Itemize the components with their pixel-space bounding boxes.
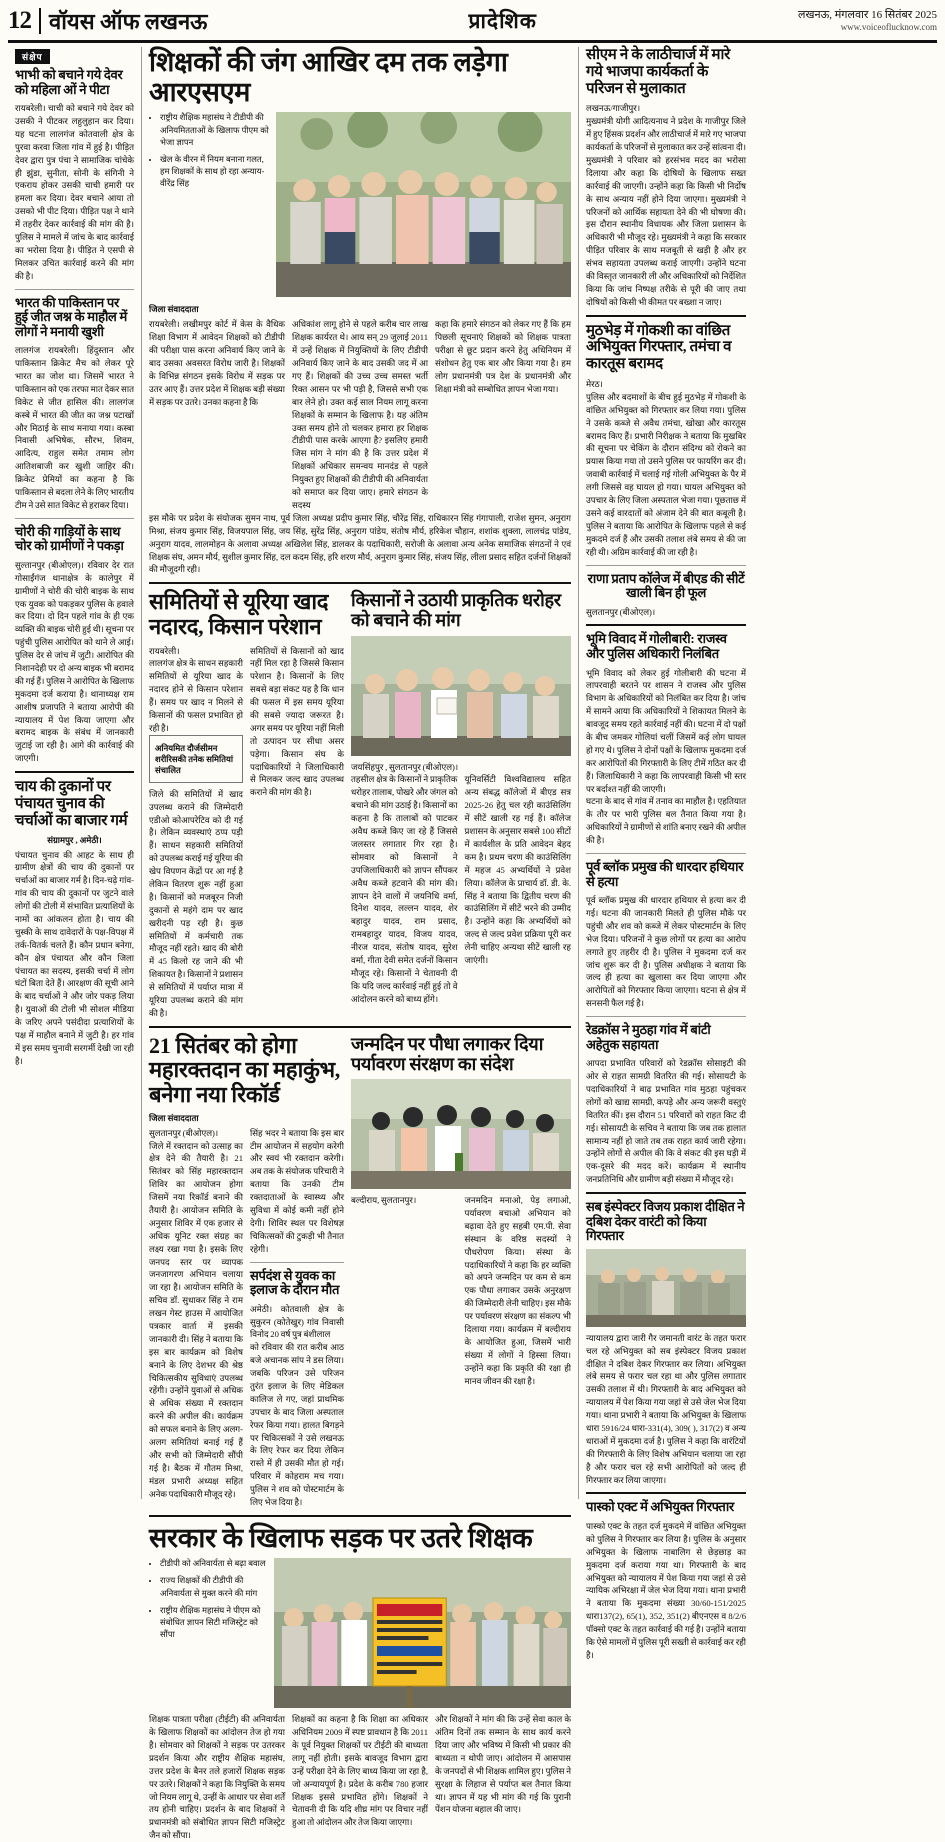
article-heritage xyxy=(351,590,571,1020)
lead-byline: जिला संवाददाता xyxy=(149,304,199,315)
section-title: प्रादेशिक xyxy=(468,9,537,33)
article-block-pramukh-murder xyxy=(586,860,746,1010)
article-body-3: समितियों से किसानों को खाद नहीं मिल रहा है जिससे किसान परेशान है। किसानों के लिए सबसे बड़ा संकट यह है कि धान की फसल में इस समय यूरिया की सबसे ज्यादा जरूरत है। अगर समय पर यूरिया नहीं मिली तो उत्पादन पर सीधा असर पड़ेगा। किसान संघ के पदाधिकारियों ने जिलाधिकारी से मिलकर जल्द खाद उपलब्ध कराने की मांग की है। xyxy=(250,645,344,798)
divider xyxy=(586,315,746,317)
article-blood-donation xyxy=(149,1034,344,1509)
protest-bullet-2: • राज्य शिक्षकों की टीडीपी की अनिवार्यता से मुक्त करने की मांग xyxy=(160,1575,267,1599)
protest-body-3: और शिक्षकों ने मांग की कि उन्हें सेवा काल के अंतिम दिनों तक सम्मान के साथ कार्य करने दिया जाए और भविष्य में किसी भी प्रकार की बाध्यता न थोपी जाए। आंदोलन में आसपास के जनपदों से भी शिक्षक शामिल हुए। पुलिस ने सुरक्षा के लिहाज से पर्याप्त बल तैनात किया था। ज्ञापन में यह भी मांग की गई कि पुरानी पेंशन योजना बहाल की जाए। xyxy=(435,1714,571,1815)
article-body-1: लालगंज क्षेत्र के साधन सहकारी समितियों से यूरिया खाद के नदारद होने से किसान परेशान हैं। समय पर खाद न मिलने से किसानों की फसल प्रभावित हो रही है। xyxy=(149,658,243,733)
divider xyxy=(15,289,134,290)
article-dateline: लखनऊ/गाजीपुर। xyxy=(586,103,641,114)
lead-bullet-2: • खेल के वीरन में नियम बनाना गलत, हम शिक्षकों के साथ हो रहा अन्याय- वीरेंद्र सिंह xyxy=(160,154,269,191)
website-url[interactable]: www.voiceoflucknow.com xyxy=(840,22,937,33)
lead-photo-image xyxy=(276,112,571,297)
si-arrest-photo xyxy=(586,1249,746,1327)
article-body: आपदा प्रभावित परिवारों को रेडक्रॉस सोसाइटी की ओर से राहत सामग्री वितरित की गई। सोसायटी के पदाधिकारियों ने बाढ़ प्रभावित गांव मुठहा पहुंचकर लोगों को खाद्य सामग्री, कपड़े और अन्य जरूरी वस्तुएं वितरित कीं। इस दौरान 51 परिवारों को राहत किट दी गई। सोसायटी के सचिव ने बताया कि जब तक हालात सामान्य नहीं हो जाते तब तक राहत कार्य जारी रहेगा। उन्होंने लोगों से अपील की कि वे संकट की इस घड़ी में एक-दूसरे की मदद करें। कार्यक्रम में स्थानीय जनप्रतिनिधि और ग्रामीण बड़ी संख्या में मौजूद रहे। xyxy=(586,1058,746,1185)
article-headline: 21 सितंबर को होगा महारक्तदान का महाकुंभ, बनेगा नया रिकॉर्ड xyxy=(149,1032,340,1108)
article-headline: रेडक्रॉस ने मुठहा गांव में बांटी अहेतुक सहायता xyxy=(586,1022,711,1052)
lead-photo xyxy=(276,112,571,297)
article-body: भूमि विवाद को लेकर हुई गोलीबारी की घटना में लापरवाही बरतने पर शासन ने राजस्व और पुलिस विभाग के अधिकारियों को निलंबित कर दिया है। जांच में सामने आया कि अधिकारियों ने शिकायत मिलने के बावजूद समय रहते कार्रवाई नहीं की। घटना में दो पक्षों के बीच जमकर गोलियां चलीं जिसमें कई लोग घायल हो गए थे। पुलिस ने दोनों पक्षों के खिलाफ मुकदमा दर्ज कर आरोपितों की गिरफ्तारी के लिए टीमें गठित कर दी हैं। जिलाधिकारी ने कहा कि लापरवाही किसी भी स्तर पर बर्दाश्त नहीं की जाएगी। xyxy=(586,667,746,794)
plantation-photo xyxy=(351,1079,571,1189)
kicker-sankshep: संक्षेप xyxy=(15,49,50,64)
article-plantation xyxy=(351,1034,571,1509)
article-headline: जन्मदिन पर पौधा लगाकर दिया पर्यावरण संरक्षण का संदेश xyxy=(351,1033,544,1074)
article-headline: समितियों से यूरिया खाद नदारद, किसान परेशान xyxy=(149,589,329,639)
paper-name: वॉयस ऑफ लखनऊ xyxy=(49,9,208,34)
article-headline: सीएम ने के लाठीचार्ज में मारे गये भाजपा कार्यकर्ता के परिजन से मुलाकात xyxy=(586,47,730,97)
lead-body-row xyxy=(149,318,571,511)
lead-body-1: रायबरेली। लखीमपुर कोर्ट में केस के वैधिक शिक्षा विभाग में आवेदन शिक्षकों को टीडीपी की परीक्षा पास करना अनिवार्य किए जाने के बाद उसका अवसरत विरोध जारी है। शिक्षकों के विभिन्न संगठन इसके विरोध में सड़क पर उतर आए हैं। उत्तर प्रदेश में शिक्षक बड़ी संख्या में सड़क पर उतरे। उनका कहना है कि xyxy=(149,319,285,407)
lead-bullets xyxy=(149,112,269,302)
article-body: मुख्यमंत्री योगी आदित्यनाथ ने प्रदेश के गाजीपुर जिले में हुए हिंसक प्रदर्शन और लाठीचार्ज में मारे गए भाजपा कार्यकर्ता के परिजनों से मुलाकात कर उन्हें सांत्वना दी। मुख्यमंत्री ने परिवार को हरसंभव मदद का भरोसा दिलाया और कहा कि दोषियों के खिलाफ सख्त कार्रवाई की जाएगी। उन्होंने कहा कि किसी भी निर्दोष के साथ अन्याय नहीं होने दिया जाएगा। मुख्यमंत्री ने परिजनों को आर्थिक सहायता देने की भी घोषणा की। इस दौरान स्थानीय विधायक और जिला प्रशासन के अधिकारी भी मौजूद रहे। मुख्यमंत्री ने कहा कि सरकार पीड़ित परिवार के साथ मजबूती से खड़ी है और हर संभव सहायता उपलब्ध कराई जाएगी। उन्होंने घटना की विस्तृत जानकारी ली और अधिकारियों को निर्देशित किया कि जांच निष्पक्ष तरीके से पूरी की जाए तथा दोषियों को किसी भी कीमत पर बख्शा न जाए। xyxy=(586,116,746,307)
mid-row xyxy=(149,590,571,1020)
article-bike-theft xyxy=(15,525,134,765)
protest-body-2: शिक्षकों का कहना है कि शिक्षा का अधिकार अधिनियम 2009 में स्पष्ट प्रावधान है कि 2011 के पूर्व नियुक्त शिक्षकों पर टीईटी की बाध्यता लागू नहीं होती। इसके बावजूद विभाग द्वारा उन्हें परीक्षा देने के लिए बाध्य किया जा रहा है, जो अन्यायपूर्ण है। प्रदेश के करीब 780 हजार शिक्षक इससे प्रभावित होंगे। शिक्षकों ने चेतावनी दी कि यदि शीघ्र मांग पर विचार नहीं हुआ तो आंदोलन और तेज किया जाएगा। xyxy=(292,1714,428,1828)
divider xyxy=(586,1492,746,1494)
column-1 xyxy=(8,47,141,1499)
divider xyxy=(15,518,134,519)
article-encounter xyxy=(586,323,746,559)
lower-row xyxy=(149,1034,571,1509)
article-si-arrest xyxy=(586,1200,746,1486)
article-dateline: मेरठ। xyxy=(586,379,603,390)
article-body: सुल्तानपुर (बीओएल)। रविवार देर रात गोसाईंगंज थानाक्षेत्र के कालेपुर में ग्रामीणों ने चोरी की चोरी बाइक के साथ एक युवक को पकड़कर पुलिस के हवाले कर दिया। दो दिन पहले गांव के ही एक व्यक्ति की बाइक चोरी हुई थी। सूचना पर पहुंची पुलिस आरोपित को थाने ले आई। पुलिस देर से जांच में जुटी। आरोपित की निशानदेही पर दो अन्य बाइक भी बरामद की गई हैं। पुलिस ने आरोपित के खिलाफ मुकदमा दर्ज कराया है। थानाध्यक्ष राम आशीष प्रजापति ने बताया आरोपी की न्यायालय में पेश किया जाएगा और बरामद बाइक के संबंध में जानकारी जुटाई जा रही है। आगे की कार्रवाई की जाएगी। xyxy=(15,559,134,764)
article-redcross xyxy=(586,1023,746,1186)
article-body: रायबरेली। चाची को बचाने गये देवर को उसकी ने पीटकर लहुलुहान कर दिया। यह घटना लालगंज कोतवाली क्षेत्र के पुरवा करवा जिला गांव में हुई है। पीड़ित देवर द्वारा पुत्र पंचा ने सामाजिक चांचेके ही झुंडा, सुनीता, सोनी के संगिनी ने एकराय होकर उसकी चाची हमारी पर हमला कर दिया। देवर बचाने आया तो उसको भी पीट दिया। पीड़ित पक्ष ने थाने में तहरीर देकर कार्रवाई की मांग की है। पुलिस ने मामले में जांच के बाद कार्रवाई का भरोसा दिया है। पीड़ित ने एसपी से मिलकर उचित कार्रवाई करने की मांग की है। xyxy=(15,103,134,281)
page-columns xyxy=(8,47,937,1841)
heritage-photo xyxy=(351,636,571,756)
plantation-photo-image xyxy=(351,1079,571,1189)
divider xyxy=(586,624,746,626)
article-body: पूर्व ब्लॉक प्रमुख की धारदार हथियार से हत्या कर दी गई। घटना की जानकारी मिलते ही पुलिस मौके पर पहुंची और शव को कब्जे में लेकर पोस्टमार्टम के लिए भेज दिया। परिजनों ने कुछ लोगों पर हत्या का आरोप लगाते हुए तहरीर दी है। पुलिस ने मुकदमा दर्ज कर जांच शुरू कर दी है। पुलिस अधीक्षक ने बताया कि जल्द ही हत्या का खुलासा कर दिया जाएगा और आरोपितों को गिरफ्तार किया जाएगा। घटना से क्षेत्र में सनसनी फैल गई है। xyxy=(586,895,746,1009)
snakebite-headline: सर्पदंश से युवक का इलाज के दौरान मौत xyxy=(250,1267,340,1298)
divider xyxy=(586,853,746,854)
article-body: तहसील क्षेत्र के किसानों ने प्राकृतिक धरोहर तालाब, पोखरे और जंगल को बचाने की मांग उठाई है। किसानों का कहना है कि तालाबों को पाटकर अवैध कब्जे किए जा रहे हैं जिससे जलस्तर लगातार गिर रहा है। सोमवार को किसानों ने उपजिलाधिकारी को ज्ञापन सौंपकर अवैध कब्जे हटवाने की मांग की। ज्ञापन देने वालों में जयनिधि वर्मा, दिनेश यादव, लल्लन यादव, शेर बहादुर यादव, राम प्रसाद, रामबहादुर यादव, विजय यादव, नीरज यादव, संतोष यादव, सुरेश वर्मा, गीता देवी समेत दर्जनों किसान मौजूद रहे। किसानों ने चेतावनी दी कि यदि जल्द कार्रवाई नहीं हुई तो वे आंदोलन करने को बाध्य होंगे। xyxy=(351,774,458,1004)
article-subhead-box xyxy=(149,735,243,783)
protest-bullet-1: • टीडीपी को अनिवार्यता से बढ़ा बवाल xyxy=(160,1558,267,1570)
article-headline: भूमि विवाद में गोलीबारी: राजस्व और पुलिस अधिकारी निलंबित xyxy=(586,631,727,662)
article-dateline: सुलतानपुर (बीओएल)। xyxy=(149,1127,219,1138)
article-headline: सब इंस्पेक्टर विजय प्रकाश दीक्षित ने दबिश देकर वारंटी को किया गिरफ्तार xyxy=(586,1199,745,1244)
article-headline: पास्को एक्ट में अभियुक्त गिरफ्तार xyxy=(586,1499,734,1515)
article-subhead: अनियमित दौर्जसीमन शरीरिसकी तनेक समितियां संचालित xyxy=(155,743,233,775)
lead-top-row xyxy=(149,112,571,302)
masthead-left xyxy=(8,6,207,36)
lead-body-2: अधिकांश लागू होने से पहले करीब चार लाख शिक्षक कार्यरत थे। आय सन् 29 जुलाई 2011 में उन्हें शिक्षक में नियुक्तियों के लिए टीडीपी अनिवार्य किए जाने के बाद उसकी जद में आ गए हैं। शिक्षकों की उच्च उच्च समस्त भर्ती रिक्त आसन पर भी पड़ी है, जिससे सभी एक बार लेने हो। उक्त कई साल नियम लागू करना शिक्षकों के सम्मान के खिलाफ है। यह अंतिम उक्त समय होने तो चलकर हमारा हर शिक्षक टीडीपी पास करके आएगा है? इसलिए हमारी जिस मांग ने मांग की है कि उत्तर प्रदेश में शिक्षकों अधिकार समन्वय मानदंड से पहले नियुक्त हुए शिक्षकों की टीडीपी की अनिवार्यता को समाप्त कर दिया जाए। हमारे संगठन के सदस्य xyxy=(292,319,428,510)
article-cm-visit xyxy=(586,47,746,309)
article-dateline-body: बल्दीराय, सुलतानपुर। xyxy=(351,1195,417,1206)
protest-bullet-3: • राष्ट्रीय शैक्षिक महासंघ ने पीएम को संबोधित ज्ञापन सिटी मजिस्ट्रेट को सौंपा xyxy=(160,1605,267,1642)
article-body: पंचायत चुनाव की आहट के साथ ही ग्रामीण क्षेत्रों की चाय की दुकानों पर चर्चाओं का बाजार गर्म है। दिन-चढ़े गांव-गांव की चाय की दुकानों पर जुटने वाले लोगों की टोली में संभावित प्रत्याशियों के नामों का आंकलन होता है। चाय की चुस्की के साथ दावेदारों के पक्ष-विपक्ष में तर्क-वितर्क चलते हैं। कौन प्रधान बनेगा, कौन क्षेत्र पंचायत और कौन जिला पंचायत का सदस्य, इसकी चर्चा में लोग घंटों बिता देते हैं। आरक्षण की सूची आने के बाद चर्चाओं ने और जोर पकड़ लिया है। युवाओं की टोली भी सोशल मीडिया के जरिए अपने पसंदीदा प्रत्याशियों के पक्ष में माहौल बनाने में जुटी है। हर गांव में इस समय चुनावी सरगर्मी देखी जा रही है। xyxy=(15,849,134,1066)
lead-body-4: इस मौके पर प्रदेश के संयोजक सुमन नाथ, पूर्व जिला अध्यक्ष प्रदीप कुमार सिंह, चौरेंद्र सिंह, राधिकारन सिंह गंगापाली, राजेश सुमन, अनुराग मिश्रा, संजय कुमार सिंह, विजयपाल सिंह, जय सिंह, सुरेंद्र सिंह, अनुराग पांडेय, संतोष मौर्य, हरिकेश चौहान, शशांक शुक्ला, लालचंद्र पांडेय, अनुराग यादव, लालमोहन के अलावा अध्यक्ष अखिलेश सिंह, डालकर के पदाधिकारी, सरोजी के अलावा अन्य अनेक समाजिक संगठनों ने एवं शिक्षक संघ, अमन मौर्य, सुशील कुमार सिंह, दल कदम सिंह, हरि शरण मौर्य, अनुराग कुमार सिंह, संजय सिंह, लीला प्रसाद सहित दर्जनों शिक्षकों की मौजूदगी रही। xyxy=(149,512,571,575)
masthead-right xyxy=(798,9,937,34)
divider xyxy=(15,771,134,773)
article-headline: राणा प्रताप कॉलेज में बीएड की सीटें खाली बिन ही फूल xyxy=(587,570,745,601)
divider xyxy=(149,1026,571,1028)
article-dateline: सुलतानपुर (बीओएल)। xyxy=(586,606,656,617)
lead-body-3: कहा कि हमारे संगठन को लेकर गए हैं कि हम पिछली सूचनाएं शिक्षकों को शिक्षक पात्रता परीक्षा से छूट प्रदान करने हेतु अधिनियम में संशोधन हेतु एक बार और किया गया है। हम लोग प्रधानमंत्री पत्र देश के प्रधानमंत्री और शिक्षा मंत्री को सम्बोधित ज्ञापन भेजा गया। xyxy=(435,319,571,394)
article-body: पास्को एक्ट के तहत दर्ज मुकदमे में वांछित अभियुक्त को पुलिस ने गिरफ्तार कर लिया है। पुलिस के अनुसार अभियुक्त के खिलाफ नाबालिग से छेड़छाड़ का मुकदमा दर्ज कराया गया था। गिरफ्तारी के बाद अभियुक्त को न्यायालय में पेश किया गया जहां से उसे न्यायिक अभिरक्षा में जेल भेज दिया गया। थाना प्रभारी ने बताया कि मुकदमा संख्या 30/60-151/2025 धारा137(2), 65(1), 352, 351(2) बीएनएस व 8/2/6 पॉक्सो एक्ट के तहत कार्रवाई की गई है। उन्होंने बताया कि ऐसे मामलों में पुलिस पूरी सख्ती से कार्रवाई कर रही है। xyxy=(586,1521,746,1660)
article-headline: चोरी की गाड़ियों के साथ चोर को ग्रामीणों ने पकड़ा xyxy=(15,523,124,554)
article-land-dispute xyxy=(586,632,746,847)
snakebite-dateline: अमेठी। कोतवाली क्षेत्र के सुकुरन (कोतेखुर) गांव निवासी विनोद 20 वर्ष पुत्र बंशीलाल xyxy=(250,1303,344,1340)
article-panchayat-chai xyxy=(15,779,134,1068)
article-urea xyxy=(149,590,344,1020)
article-headline: भाभी को बचाने गये देवर को महिला ओं ने पीटा xyxy=(15,67,123,97)
protest-bullets xyxy=(149,1558,267,1713)
issue-date: लखनऊ, मंगलवार 16 सितंबर 2025 xyxy=(798,8,937,21)
article-headline: पूर्व ब्लॉक प्रमुख की धारदार हथियार से हत्या xyxy=(586,859,744,889)
article-body: पुलिस और बदमाशों के बीच हुई मुठभेड़ में गोकशी के वांछित अभियुक्त को गिरफ्तार कर लिया गया। पुलिस ने उसके कब्जे से अवैध तमंचा, खोखा और कारतूस बरामद किए हैं। प्रभारी निरीक्षक ने बताया कि मुखबिर की सूचना पर चेकिंग के दौरान संदिग्ध को रोकने का प्रयास किया गया तो उसने पुलिस पर फायरिंग कर दी। जवाबी कार्रवाई में चलाई गई गोली अभियुक्त के पैर में लगी जिससे वह घायल हो गया। घायल अभियुक्त को उपचार के लिए जिला अस्पताल भेजा गया। पूछताछ में उसने कई वारदातों को अंजाम देने की बात कबूली है। पुलिस ने बताया कि आरोपित के खिलाफ पहले से कई मुकदमे दर्ज हैं और उसकी तलाश लंबे समय से की जा रही थी। अग्रिम कार्रवाई की जा रही है। xyxy=(586,391,746,557)
article-headline: मुठभेड़ में गोकशी का वांछित अभियुक्त गिरफ्तार, तमंचा व कारतूस बरामद xyxy=(586,322,732,373)
article-body-2: घटना के बाद से गांव में तनाव का माहौल है। एहतियात के तौर पर भारी पुलिस बल तैनात किया गया है। अधिकारियों ने ग्रामीणों से शांति बनाए रखने की अपील की है। xyxy=(586,796,746,846)
protest-body-row xyxy=(149,1713,571,1842)
article-body-2: जिले की समितियों में खाद उपलब्ध कराने की जिम्मेदारी एडीओ कोआपरेटिव को दी गई है। लेकिन व्यवस्थाएं ठप्प पड़ी हैं। साधन सहकारी समितियों को उपलब्ध कराई गई यूरिया की खेप विपणन केंद्रों पर आ गई है लेकिन वितरण शुरू नहीं हुआ है। किसानों को मजबूरन निजी दुकानों से महंगे दाम पर खाद खरीदनी पड़ रही है। कुछ समितियों में कर्मचारी तक मौजूद नहीं रहते। खाद की बोरी में 45 किलो रह जाने की भी शिकायत है। किसानों ने प्रशासन से समितियों में पर्याप्त मात्रा में यूरिया उपलब्ध कराने की मांग की है। xyxy=(149,788,243,1018)
article-headline: किसानों ने उठायी प्राकृतिक धरोहर को बचाने की मांग xyxy=(351,590,561,631)
article-dateline: जयसिंहपुर , सुलतानपुर (बीओएल)। xyxy=(351,761,459,772)
article-body: लालगंज रायबरेली। हिंदुस्तान और पाकिस्तान क्रिकेट मैच को लेकर पूरे भारत का जोश था। जिसमें भारत ने पाकिस्तान को एक तरफा मात देकर सात विकेट से जीत हासिल की। लालगंज कस्बे में भारत की जीत का जश्न पटाखों और मिठाई के साथ मनाया गया। कस्बा निवासी अभिषेक, सौरभ, शिवम, आदित्य, राहुल समेत तमाम लोग आतिशबाजी कर खुशी जाहिर की। क्रिकेट प्रेमियों का कहना है कि पाकिस्तान से बदला लेने के लिए भारतीय टीम ने उसे सात विकेट से हराकर दिया। xyxy=(15,345,134,510)
lead-bullet-1: • राष्ट्रीय शैक्षिक महासंघ ने टीडीपी की अनियमितताओं के खिलाफ पीएम को भेजा ज्ञापन xyxy=(160,112,269,149)
article-dateline: रायबरेली। xyxy=(149,645,180,656)
masthead-divider xyxy=(39,8,41,34)
lead-photo-wrap xyxy=(276,112,571,302)
lead-story xyxy=(149,47,571,576)
divider xyxy=(149,1515,571,1517)
divider xyxy=(586,1016,746,1017)
lead-body-row-2 xyxy=(149,512,571,576)
article-byline: जिला संवाददाता xyxy=(149,1112,199,1123)
protest-photo-wrap xyxy=(274,1558,571,1713)
article-teacher-protest xyxy=(149,1523,571,1842)
divider xyxy=(250,1262,344,1263)
article-bhabhi xyxy=(15,68,134,283)
article-dateline: संग्रामपुर , अमेठी। xyxy=(47,834,102,845)
divider xyxy=(586,1192,746,1194)
protest-photo-image xyxy=(274,1558,571,1708)
page-number: 12 xyxy=(8,7,31,34)
protest-body-1: शिक्षक पात्रता परीक्षा (टीईटी) की अनिवार्यता के खिलाफ शिक्षकों का आंदोलन तेज हो गया है। सोमवार को शिक्षकों ने सड़क पर उतरकर प्रदर्शन किया और राष्ट्रीय शैक्षिक महासंघ, उत्तर प्रदेश के बैनर तले हजारों शिक्षक सड़क पर उतरे। शिक्षकों ने कहा कि नियुक्ति के समय जो नियम लागू थे, उन्हीं के आधार पर सेवा शर्तें तय होनी चाहिए। प्रदर्शन के बाद शिक्षकों ने प्रधानमंत्री को संबोधित ज्ञापन सिटी मजिस्ट्रेट जैन को सौंपा। xyxy=(149,1714,285,1841)
article-body: जनमदिन मनाओ, पेड़ लगाओ, पर्यावरण बचाओ अभियान को बढ़ावा देते हुए सहबी एम.पी. सेवा संस्थान के वरिष्ठ सदस्यों ने पौधरोपण किया। संस्था के पदाधिकारियों ने कहा कि हर व्यक्ति को अपने जन्मदिन पर कम से कम एक पौधा लगाकर उसके अनुरक्षण की जिम्मेदारी लेनी चाहिए। इस मौके पर पर्यावरण संरक्षण का संकल्प भी दिलाया गया। कार्यक्रम में बल्दीराय के आयोजित हुआ, जिसमें भारी संख्या में लोगों ने हिस्सा लिया। उन्होंने कहा कि प्रकृति की रक्षा ही मानव जीवन की रक्षा है। xyxy=(464,1195,571,1386)
article-body: जिले में रक्तदान को उत्साह का क्षेत्र देने की तैयारी है। 21 सितंबर को सिंह महारक्तदान शिविर का आयोजन होगा जिसमें नया रिकॉर्ड बनाने की तैयारी है। आयोजन समिति के अनुसार शिविर में एक हजार से अधिक यूनिट रक्त संग्रह का लक्ष्य रखा गया है। इसके लिए जनपद स्तर पर व्यापक जनजागरण अभियान चलाया जा रहा है। आयोजन समिति के सचिव डॉ. सुधाकर सिंह ने राम लखन गेस्ट हाउस में आयोजित पत्रकार वार्ता में इसकी जानकारी दी। सिंह ने बताया कि इस बार कार्यक्रम को विशेष बनाने के लिए देशभर की श्रेष्ठ चिकित्सकीय सुविधाएं उपलब्ध रहेंगी। उन्होंने युवाओं से अधिक से अधिक संख्या में रक्तदान करने की अपील की। कार्यक्रम को सफल बनाने के लिए अलग-अलग समितियां बनाई गई हैं और सभी को जिम्मेदारी सौंपी गई है। बैठक में गौतम मिश्रा, मंडल प्रभारी अध्यक्ष सहित अनेक पदाधिकारी मौजूद रहे। xyxy=(149,1140,243,1499)
masthead xyxy=(8,6,937,43)
article-body-cont: यूनिवर्सिटी विश्वविद्यालय सहित अन्य संबद्ध कॉलेजों में बीएड सत्र 2025-26 हेतु चल रही काउंसिलिंग में सीटें खाली रह गई हैं। कॉलेज प्रशासन के अनुसार सबसे 100 सीटों में कार्यशील के प्रति आवेदन बेहद कम है। प्रथम चरण की काउंसिलिंग में महज 45 अभ्यर्थियों ने प्रवेश लिया। कॉलेज के प्राचार्य डॉ. डी. के. सिंह ने बताया कि द्वितीय चरण की काउंसिलिंग में सीटें भरने की उम्मीद है। उन्होंने कहा कि अभ्यर्थियों को जल्द से जल्द प्रवेश प्रक्रिया पूरी कर लेनी चाहिए अन्यथा सीटें खाली रह जाएंगी। xyxy=(464,774,571,965)
divider xyxy=(149,582,571,584)
article-headline: चाय की दुकानों पर पंचायत चुनाव की चर्चाओं का बाजार गर्म xyxy=(15,779,128,829)
column-2 xyxy=(141,47,578,1841)
heritage-photo-image xyxy=(351,636,571,756)
snakebite-body: को रविवार की रात करीब आठ बजे अचानक सांप ने डस लिया। जबकि परिजन उसे परिजन तुरंत इलाज के लिए मेडिकल कालिज ले गए, जहां प्राथमिक उपचार के बाद जिला अस्पताल रेफर किया गया। हालत बिगड़ने पर चिकित्सकों ने उसे लखनऊ के लिए रेफर कर दिया लेकिन रास्ते में ही उसकी मौत हो गई। परिवार में कोहराम मच गया। पुलिस ने शव को पोस्टमार्टम के लिए भेज दिया है। xyxy=(250,1342,344,1508)
divider xyxy=(586,565,746,566)
article-body-cont: सिंह भदर ने बताया कि इस बार टीम आयोजन में सहयोग करेगी और स्वयं भी रक्तदान करेगी। अब तक के संयोजक परिचारी ने बताया कि उनकी टीम रक्तदाताओं के स्वास्थ्य और सुविधा में कोई कमी नहीं होने देगी। शिविर स्थल पर विशेषज्ञ चिकित्सकों की टुकड़ी भी तैनात रहेगी। xyxy=(250,1127,344,1254)
article-body: न्यायालय द्वारा जारी गैर जमानती वारंट के तहत फरार चल रहे अभियुक्त को सब इंस्पेक्टर विजय प्रकाश दीक्षित ने दबिश देकर गिरफ्तार कर लिया। अभियुक्त लंबे समय से फरार चल रहा था और पुलिस लगातार उसकी तलाश में थी। गिरफ्तारी के बाद अभियुक्त को न्यायालय में पेश किया गया जहां से उसे जेल भेज दिया गया। थाना प्रभारी ने बताया कि अभियुक्त के खिलाफ धारा 5916/24 धारा-331(4), 309( ), 317(2) व अन्य धाराओं में मुकदमा दर्ज है। पुलिस ने कहा कि वारंटियों की गिरफ्तारी के लिए विशेष अभियान चलाया जा रहा है और फरार चल रहे सभी आरोपितों को जल्द ही गिरफ्तार कर लिया जाएगा। xyxy=(586,1332,746,1485)
article-india-pak xyxy=(15,296,134,512)
si-arrest-photo-image xyxy=(586,1249,746,1327)
article-headline: सरकार के खिलाफ सड़क पर उतरे शिक्षक xyxy=(149,1522,533,1553)
column-3 xyxy=(578,47,753,1660)
lead-headline: शिक्षकों की जंग आखिर दम तक लड़ेगा आरएसएम xyxy=(149,47,508,108)
article-college-bed xyxy=(586,572,746,619)
article-headline: भारत की पाकिस्तान पर हुई जीत जश्न के माहौल में लोगों ने मनायी खुशी xyxy=(15,294,127,339)
protest-top xyxy=(149,1558,571,1713)
article-pocso-arrest xyxy=(586,1500,746,1661)
protest-photo xyxy=(274,1558,571,1708)
